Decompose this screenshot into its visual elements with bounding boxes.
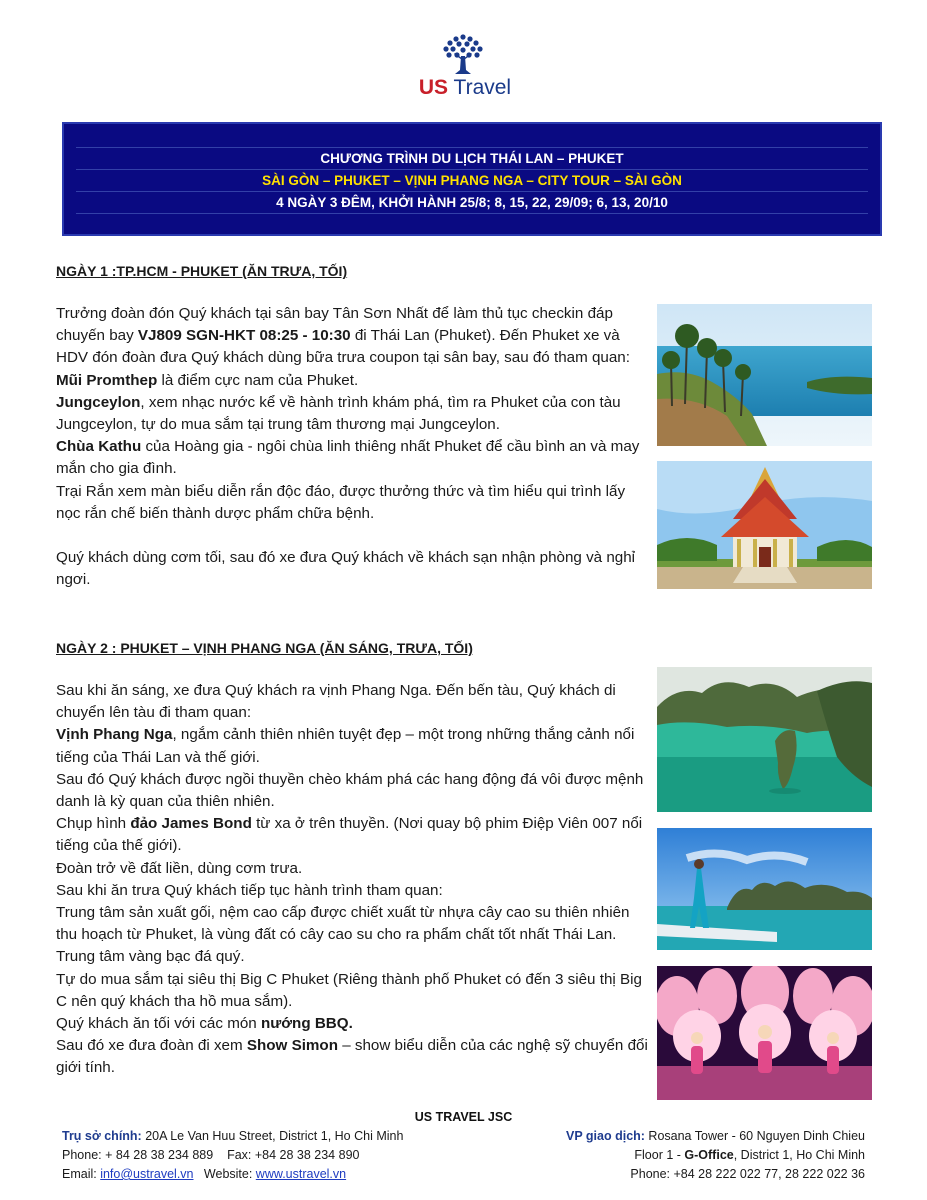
- brand-us: US: [418, 76, 449, 99]
- text: , xem nhạc nước kể về hành trình khám phá, tìm ra Phuket của con tàu Jungceylon, tự do mua sắm tại trung tâm thương mại Jungceylon.: [56, 393, 621, 434]
- day2-jewelry: Trung tâm vàng bạc đá quý.: [56, 948, 245, 966]
- text: Rosana Tower - 60 Nguyen Dinh Chieu: [644, 1129, 865, 1143]
- day2-big-c: Tự do mua sắm tại siêu thị Big C Phuket (Riêng thành phố Phuket có đến 3 siêu thị Big C nên quý khách tha hồ mua sắm).: [56, 970, 642, 1010]
- office-address-line2: [566, 1146, 865, 1165]
- text: Sau đó xe đưa đoàn đi xem: [56, 1037, 247, 1055]
- brand-logo: [410, 30, 520, 100]
- head-office-address: [62, 1127, 403, 1146]
- day2-body: [56, 680, 648, 1080]
- office-address-line1: [566, 1127, 865, 1146]
- contact-links: [62, 1165, 403, 1184]
- day2-caves: Sau đó Quý khách được ngồi thuyền chèo khám phá các hang động đá vôi được mệnh danh là kỳ quan của thiên nhiên.: [56, 770, 644, 811]
- page-footer: [0, 1106, 927, 1200]
- text: Chụp hình: [56, 815, 131, 833]
- text: 20A Le Van Huu Street, District 1, Ho Chi Minh: [141, 1129, 404, 1143]
- text: từ xa ở trên thuyền. (Nơi quay bộ phim Điệp Viên 007 nổi tiếng của thế giới).: [56, 815, 643, 855]
- office-label: VP giao dịch:: [566, 1129, 645, 1143]
- day1-title: NGÀY 1 :TP.HCM - PHUKET (ĂN TRƯA, TỐI): [56, 263, 348, 279]
- text: , District 1, Ho Chi Minh: [733, 1148, 865, 1162]
- photo-simon-show: [657, 966, 872, 1100]
- text: là điểm cực nam của Phuket.: [157, 371, 359, 389]
- day1-snake-farm: Trại Rắn xem màn biểu diễn rắn độc đáo, được thưởng thức và tìm hiểu qui trình lấy nọc rắn chế biến thành dược phẩm chữa bệnh.: [56, 482, 626, 522]
- photo-james-bond-island: [657, 828, 872, 950]
- place-name: Vịnh Phang Nga: [56, 726, 173, 744]
- text: – show biểu diễn của các nghệ sỹ chuyển đổi giới tính.: [56, 1037, 648, 1077]
- photo-phang-nga-bay: [657, 667, 872, 812]
- text: đi Thái Lan (Phuket). Đến Phuket xe và HDV đón đoàn đưa Quý khách dùng bữa trưa coupon tại sân bay, sau đó tham quan:: [56, 327, 630, 367]
- day1-body: [56, 303, 648, 591]
- day1-promthep: [56, 370, 648, 392]
- office-name: G-Office: [684, 1148, 734, 1162]
- text: của Hoàng gia - ngôi chùa linh thiêng nhất Phuket để cầu bình an và may mắn cho gia đình.: [56, 438, 640, 478]
- day2-lunch: Đoàn trở về đất liền, dùng cơm trưa.: [56, 859, 303, 877]
- banner-route: SÀI GÒN – PHUKET – VỊNH PHANG NGA – CITY TOUR – SÀI GÒN: [262, 173, 682, 188]
- tree-icon: [440, 32, 486, 76]
- day2-afternoon: Sau khi ăn trưa Quý khách tiếp tục hành trình tham quan:: [56, 881, 443, 899]
- photo-promthep-cape: [657, 304, 872, 446]
- website-link[interactable]: www.ustravel.vn: [255, 1167, 347, 1181]
- day2-show: [56, 1035, 648, 1079]
- day2-phang-nga: [56, 724, 648, 768]
- day1-jungceylon: [56, 392, 648, 436]
- place-name: đảo James Bond: [130, 815, 252, 833]
- banner-rule: [76, 147, 868, 148]
- day1-dinner: Quý khách dùng cơm tối, sau đó xe đưa Quý khách về khách sạn nhận phòng và nghỉ ngơi.: [56, 549, 636, 589]
- banner-title: CHƯƠNG TRÌNH DU LỊCH THÁI LAN – PHUKET: [320, 151, 624, 166]
- text: Email:: [62, 1167, 101, 1181]
- day2-james-bond: [56, 813, 648, 857]
- day2-title: NGÀY 2 : PHUKET – VỊNH PHANG NGA (ĂN SÁNG, TRƯA, TỐI): [56, 640, 473, 656]
- day2-intro: Sau khi ăn sáng, xe đưa Quý khách ra vịnh Phang Nga. Đến bến tàu, Quý khách di chuyển lên tàu đi tham quan:: [56, 682, 616, 722]
- brand-wordmark: [410, 76, 520, 100]
- text: Quý khách ăn tối với các món: [56, 1015, 261, 1033]
- day1-intro: [56, 303, 648, 370]
- place-name: Chùa Kathu: [56, 438, 142, 456]
- head-office-label: Trụ sở chính:: [62, 1129, 142, 1143]
- menu-highlight: nướng BBQ.: [260, 1015, 353, 1033]
- banner-rule: [76, 213, 868, 214]
- show-name: Show Simon: [246, 1037, 338, 1055]
- banner-rule: [76, 191, 868, 192]
- text: Trưởng đoàn đón Quý khách tại sân bay Tân Sơn Nhất để làm thủ tục checkin đáp chuyến bay: [56, 305, 613, 345]
- day1-kathu: [56, 436, 648, 480]
- text: , ngắm cảnh thiên nhiên tuyệt đẹp – một trong những thắng cảnh nổi tiếng của Thái Lan và thế giới.: [56, 726, 635, 766]
- place-name: Jungceylon: [56, 393, 141, 411]
- text: Website:: [193, 1167, 256, 1181]
- banner-dates: 4 NGÀY 3 ĐÊM, KHỞI HÀNH 25/8; 8, 15, 22, 29/09; 6, 13, 20/10: [276, 195, 668, 210]
- place-name: Mũi Promthep: [56, 371, 158, 389]
- office-phone: Phone: +84 28 222 022 77, 28 222 022 36: [630, 1167, 865, 1181]
- photo-kathu-temple: [657, 461, 872, 589]
- transaction-office-block: [566, 1127, 865, 1184]
- program-banner: [62, 122, 882, 236]
- flight-info: VJ809 SGN-HKT 08:25 - 10:30: [137, 327, 351, 345]
- phone-fax: Phone: + 84 28 38 234 889 Fax: +84 28 38 234 890: [62, 1148, 360, 1162]
- email-link[interactable]: info@ustravel.vn: [100, 1167, 194, 1181]
- company-name: US TRAVEL JSC: [414, 1110, 513, 1124]
- day2-latex-center: Trung tâm sản xuất gối, nệm cao cấp được chiết xuất từ nhựa cây cao su thiên nhiên thu hoạch từ Phuket, là vùng đất có cây cao su cho ra phẩm chất tốt nhất Thái Lan.: [56, 904, 630, 944]
- text: Floor 1 -: [634, 1148, 685, 1162]
- day2-dinner: [56, 1013, 648, 1035]
- banner-rule: [76, 169, 868, 170]
- head-office-block: [62, 1127, 403, 1184]
- brand-travel: Travel: [453, 76, 512, 99]
